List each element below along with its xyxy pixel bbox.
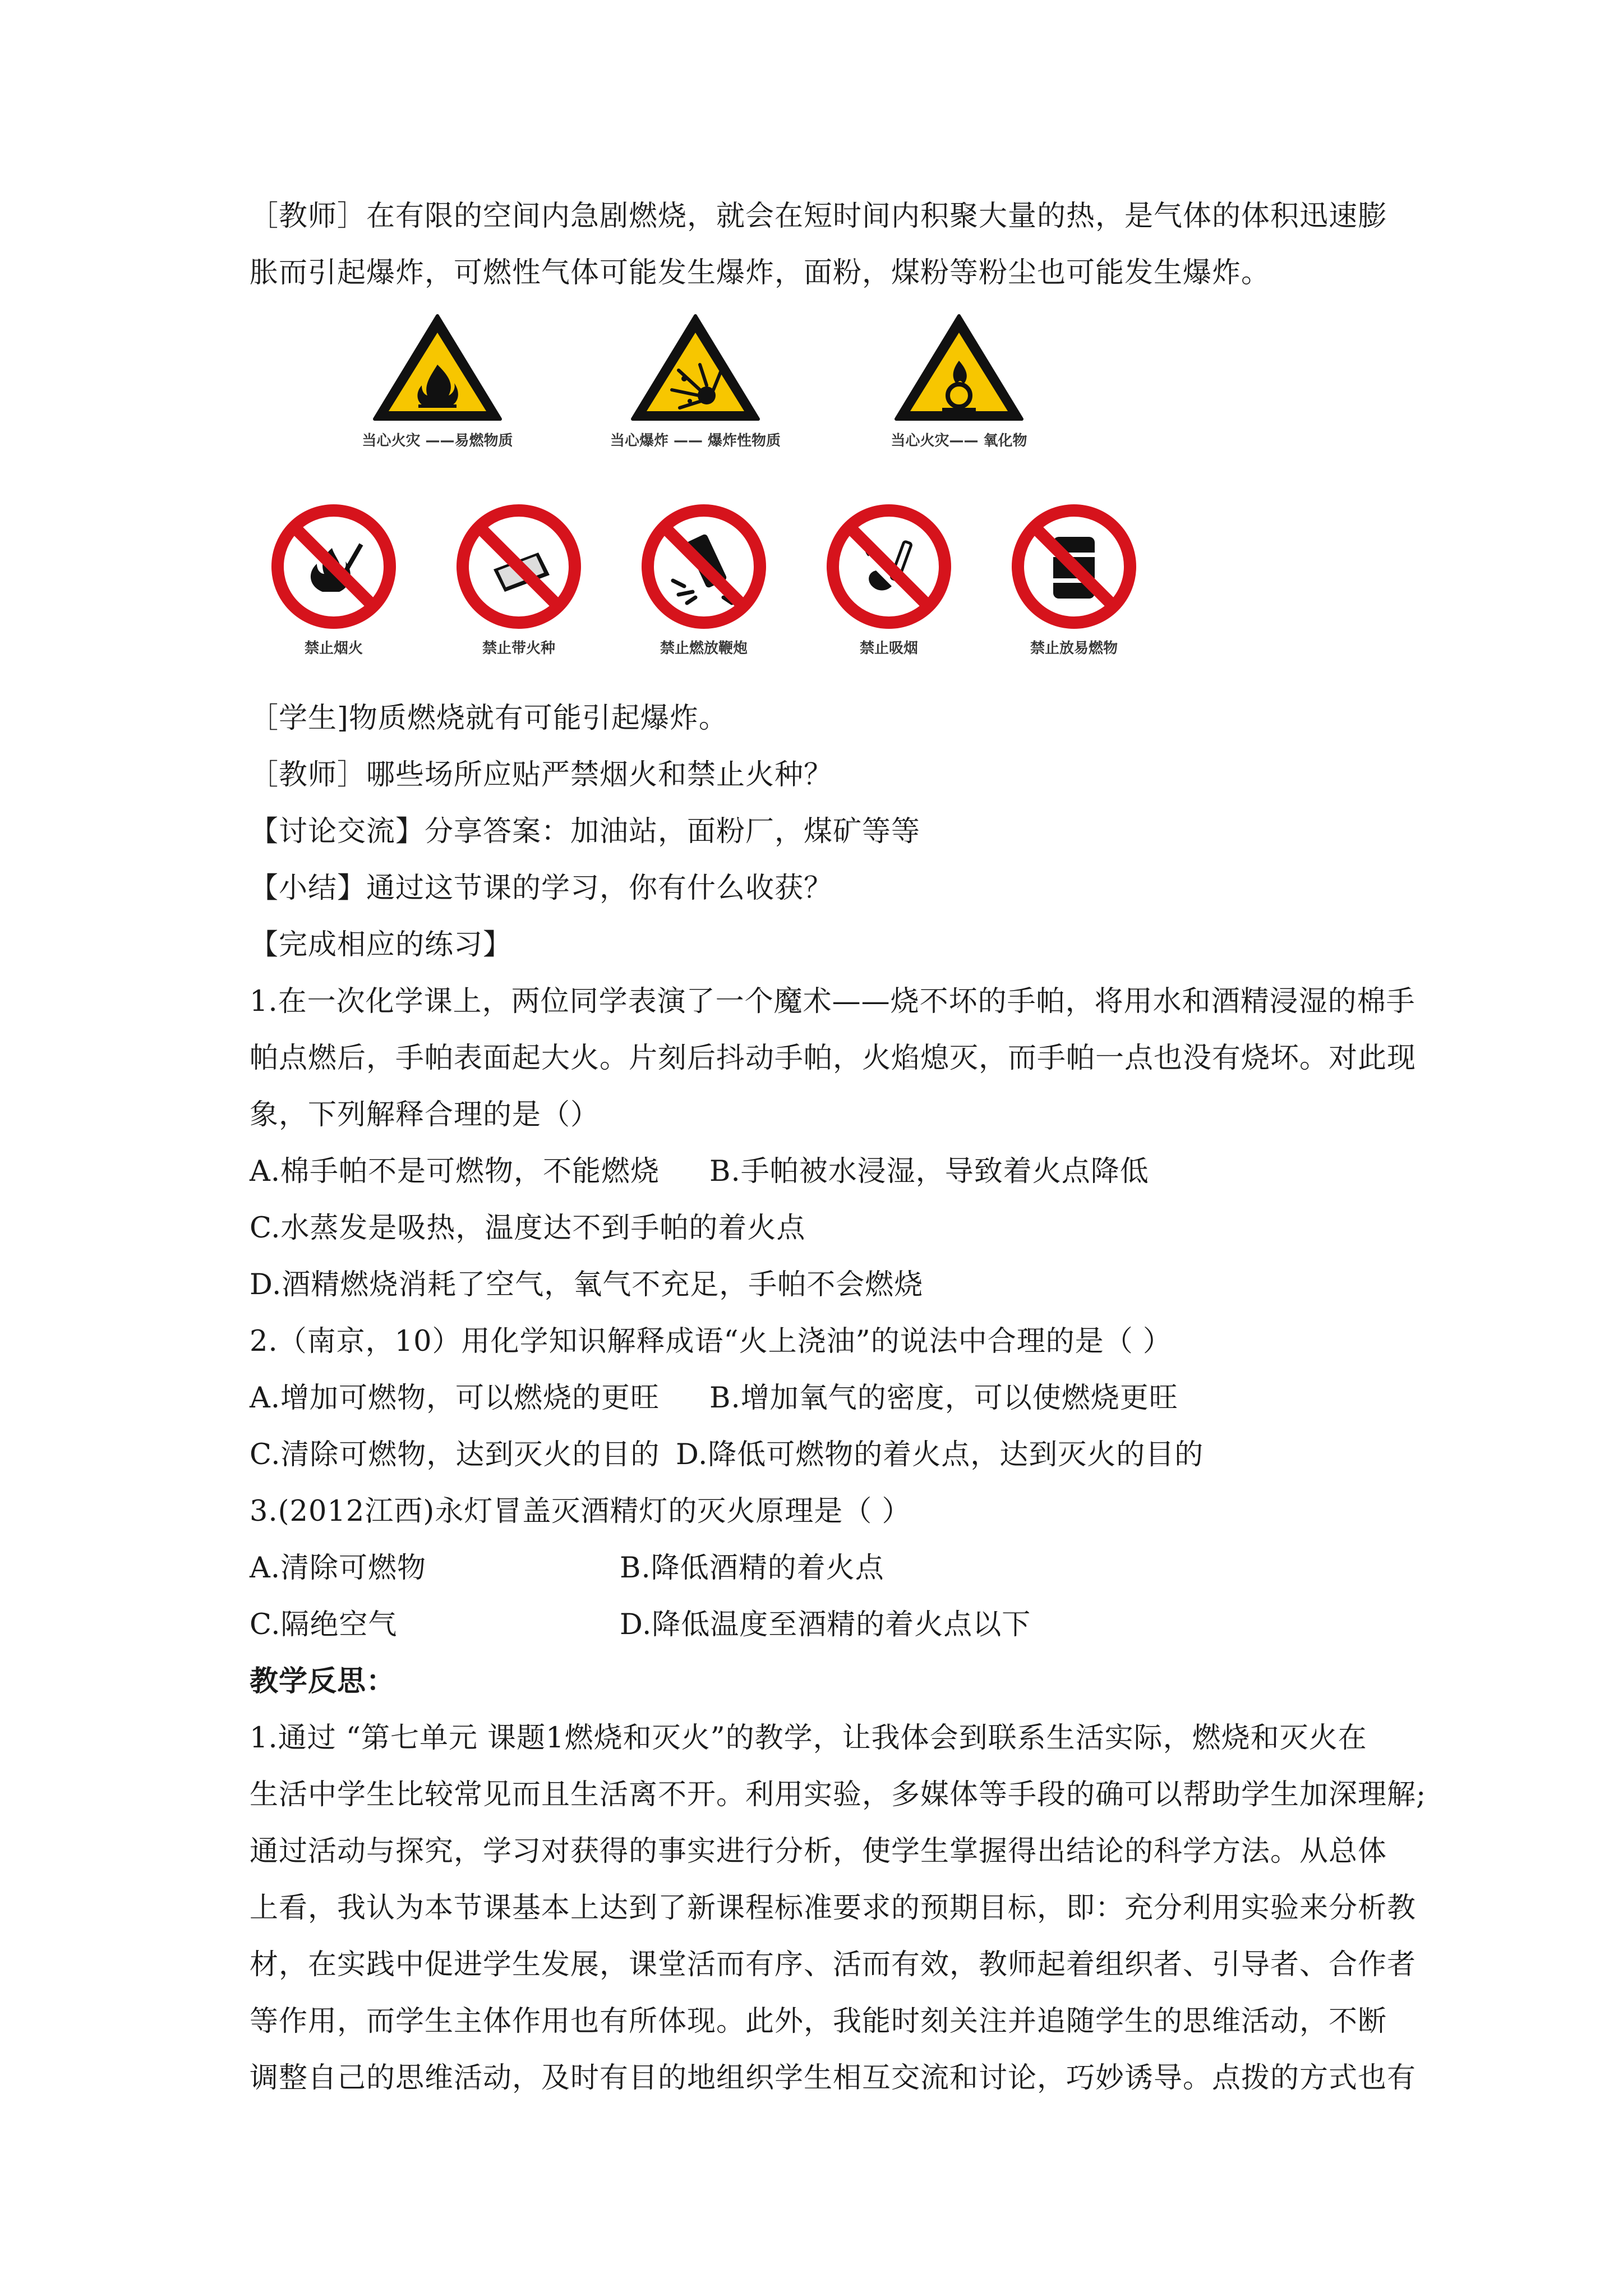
reflection-line: 上看，我认为本节课基本上达到了新课程标准要求的预期目标，即：充分利用实验来分析教: [250, 1892, 1417, 1925]
reflection-line: 等作用，而学生主体作用也有所体现。此外，我能时刻关注并追随学生的思维活动，不断: [250, 2005, 1387, 2038]
exercise-heading: 【完成相应的练习】: [250, 928, 513, 961]
question-2-stem: 2.（南京，10）用化学知识解释成语“火上浇油”的说法中合理的是（ ）: [250, 1325, 1172, 1358]
intro-line-2: 胀而引起爆炸，可燃性气体可能发生爆炸，面粉，煤粉等粉尘也可能发生爆炸。: [250, 256, 1271, 289]
question-3-options-ab: [250, 1540, 1394, 1596]
option-c: C.水蒸发是吸热，温度达不到手帕的着火点: [250, 1212, 806, 1245]
question-1-options-ab: [250, 1143, 1394, 1200]
safety-signs-figure: [250, 311, 1203, 670]
prohibition-sign-no-fire: [250, 502, 418, 657]
reflection-line: 通过活动与探究，学习对获得的事实进行分析，使学生掌握得出结论的科学方法。从总体: [250, 1835, 1387, 1868]
prohibition-sign-label: 禁止烟火: [304, 640, 363, 657]
option-c: C.隔绝空气: [250, 1608, 398, 1641]
reflection-line: 生活中学生比较常见而且生活离不开。利用实验，多媒体等手段的确可以帮助学生加深理解;: [250, 1778, 1427, 1811]
reflection-line: 1.通过 “第七单元 课题1燃烧和灭火”的教学，让我体会到联系生活实际，燃烧和灭火在: [250, 1722, 1367, 1755]
prohibition-sign-label: 禁止燃放鞭炮: [660, 640, 748, 657]
question-1-stem-2: 帕点燃后，手帕表面起大火。片刻后抖动手帕，火焰熄灭，而手帕一点也没有烧坏。对此现: [250, 1042, 1417, 1075]
option-a: A.增加可燃物，可以燃烧的更旺: [250, 1382, 660, 1415]
option-d: D.酒精燃烧消耗了空气，氧气不充足，手帕不会燃烧: [250, 1268, 924, 1301]
student-line: ［学生]物质燃烧就有可能引起爆炸。: [250, 702, 728, 735]
question-2-options-ab: [250, 1370, 1394, 1427]
option-c: C.清除可燃物，达到灭火的目的: [250, 1438, 660, 1471]
warning-sign-label: 当心爆炸 —— 爆炸性物质: [610, 432, 781, 449]
warning-sign-flammable: [317, 311, 558, 474]
warning-sign-explosive: [575, 311, 816, 474]
option-b: B.手帕被水浸湿，导致着火点降低: [709, 1155, 1149, 1188]
prohibition-sign-no-smoking: [805, 502, 973, 657]
reflection-heading: 教学反思：: [250, 1664, 396, 1698]
option-a: A.棉手帕不是可燃物，不能燃烧: [250, 1155, 660, 1188]
prohibition-sign-no-flammables: [990, 502, 1158, 657]
explosion-icon: [628, 311, 763, 424]
flame-icon: [370, 311, 505, 424]
warning-signs-row: [250, 311, 1203, 468]
oxidizer-icon: [892, 311, 1026, 424]
prohibition-sign-label: 禁止带火种: [482, 640, 555, 657]
prohibition-sign-label: 禁止吸烟: [859, 640, 918, 657]
question-1-stem-3: 象，下列解释合理的是（）: [250, 1098, 600, 1131]
summary-line: 【小结】通过这节课的学习，你有什么收获？: [250, 872, 833, 905]
teacher-question: ［教师］哪些场所应贴严禁烟火和禁止火种？: [250, 758, 833, 792]
reflection-line: 材，在实践中促进学生发展，课堂活而有序、活而有效，教师起着组织者、引导者、合作者: [250, 1948, 1417, 1981]
no-matches-icon: [454, 502, 583, 631]
question-2: [250, 1313, 1394, 1483]
option-d: D.降低可燃物的着火点，达到灭火的目的: [676, 1438, 1204, 1471]
question-3: [250, 1483, 1394, 1653]
warning-sign-oxidizer: [838, 311, 1080, 474]
question-3-options-cd: [250, 1596, 1394, 1653]
lesson-body: [250, 690, 1427, 2106]
no-smoking-icon: [824, 502, 953, 631]
no-flammables-icon: [1009, 502, 1138, 631]
no-firecrackers-icon: [639, 502, 768, 631]
intro-line-1: ［教师］在有限的空间内急剧燃烧，就会在短时间内积聚大量的热，是气体的体积迅速膨: [250, 200, 1387, 233]
warning-sign-label: 当心火灾 ——易燃物质: [362, 432, 513, 449]
option-b: B.降低酒精的着火点: [620, 1552, 884, 1585]
reflection-paragraph: [250, 1710, 1427, 2106]
discussion-line: 【讨论交流】分享答案：加油站，面粉厂，煤矿等等: [250, 815, 921, 848]
intro-paragraph: [250, 188, 1394, 301]
prohibition-sign-no-matches: [435, 502, 603, 657]
option-d: D.降低温度至酒精的着火点以下: [620, 1608, 1031, 1641]
question-1-stem-1: 1.在一次化学课上，两位同学表演了一个魔术——烧不坏的手帕，将用水和酒精浸湿的棉手: [250, 985, 1415, 1018]
prohibition-sign-label: 禁止放易燃物: [1030, 640, 1118, 657]
option-a: A.清除可燃物: [250, 1552, 427, 1585]
prohibition-signs-row: [250, 502, 1203, 670]
question-1: [250, 973, 1417, 1313]
prohibition-sign-no-firecrackers: [620, 502, 788, 657]
warning-sign-label: 当心火灾—— 氧化物: [891, 432, 1027, 449]
option-b: B.增加氧气的密度，可以使燃烧更旺: [709, 1382, 1178, 1415]
question-3-stem: 3.(2012江西)永灯冒盖灭酒精灯的灭火原理是（ ）: [250, 1495, 911, 1528]
no-fire-icon: [269, 502, 398, 631]
reflection-line: 调整自己的思维活动，及时有目的地组织学生相互交流和讨论，巧妙诱导。点拨的方式也有: [250, 2062, 1417, 2095]
question-2-options-cd: [250, 1427, 1394, 1483]
